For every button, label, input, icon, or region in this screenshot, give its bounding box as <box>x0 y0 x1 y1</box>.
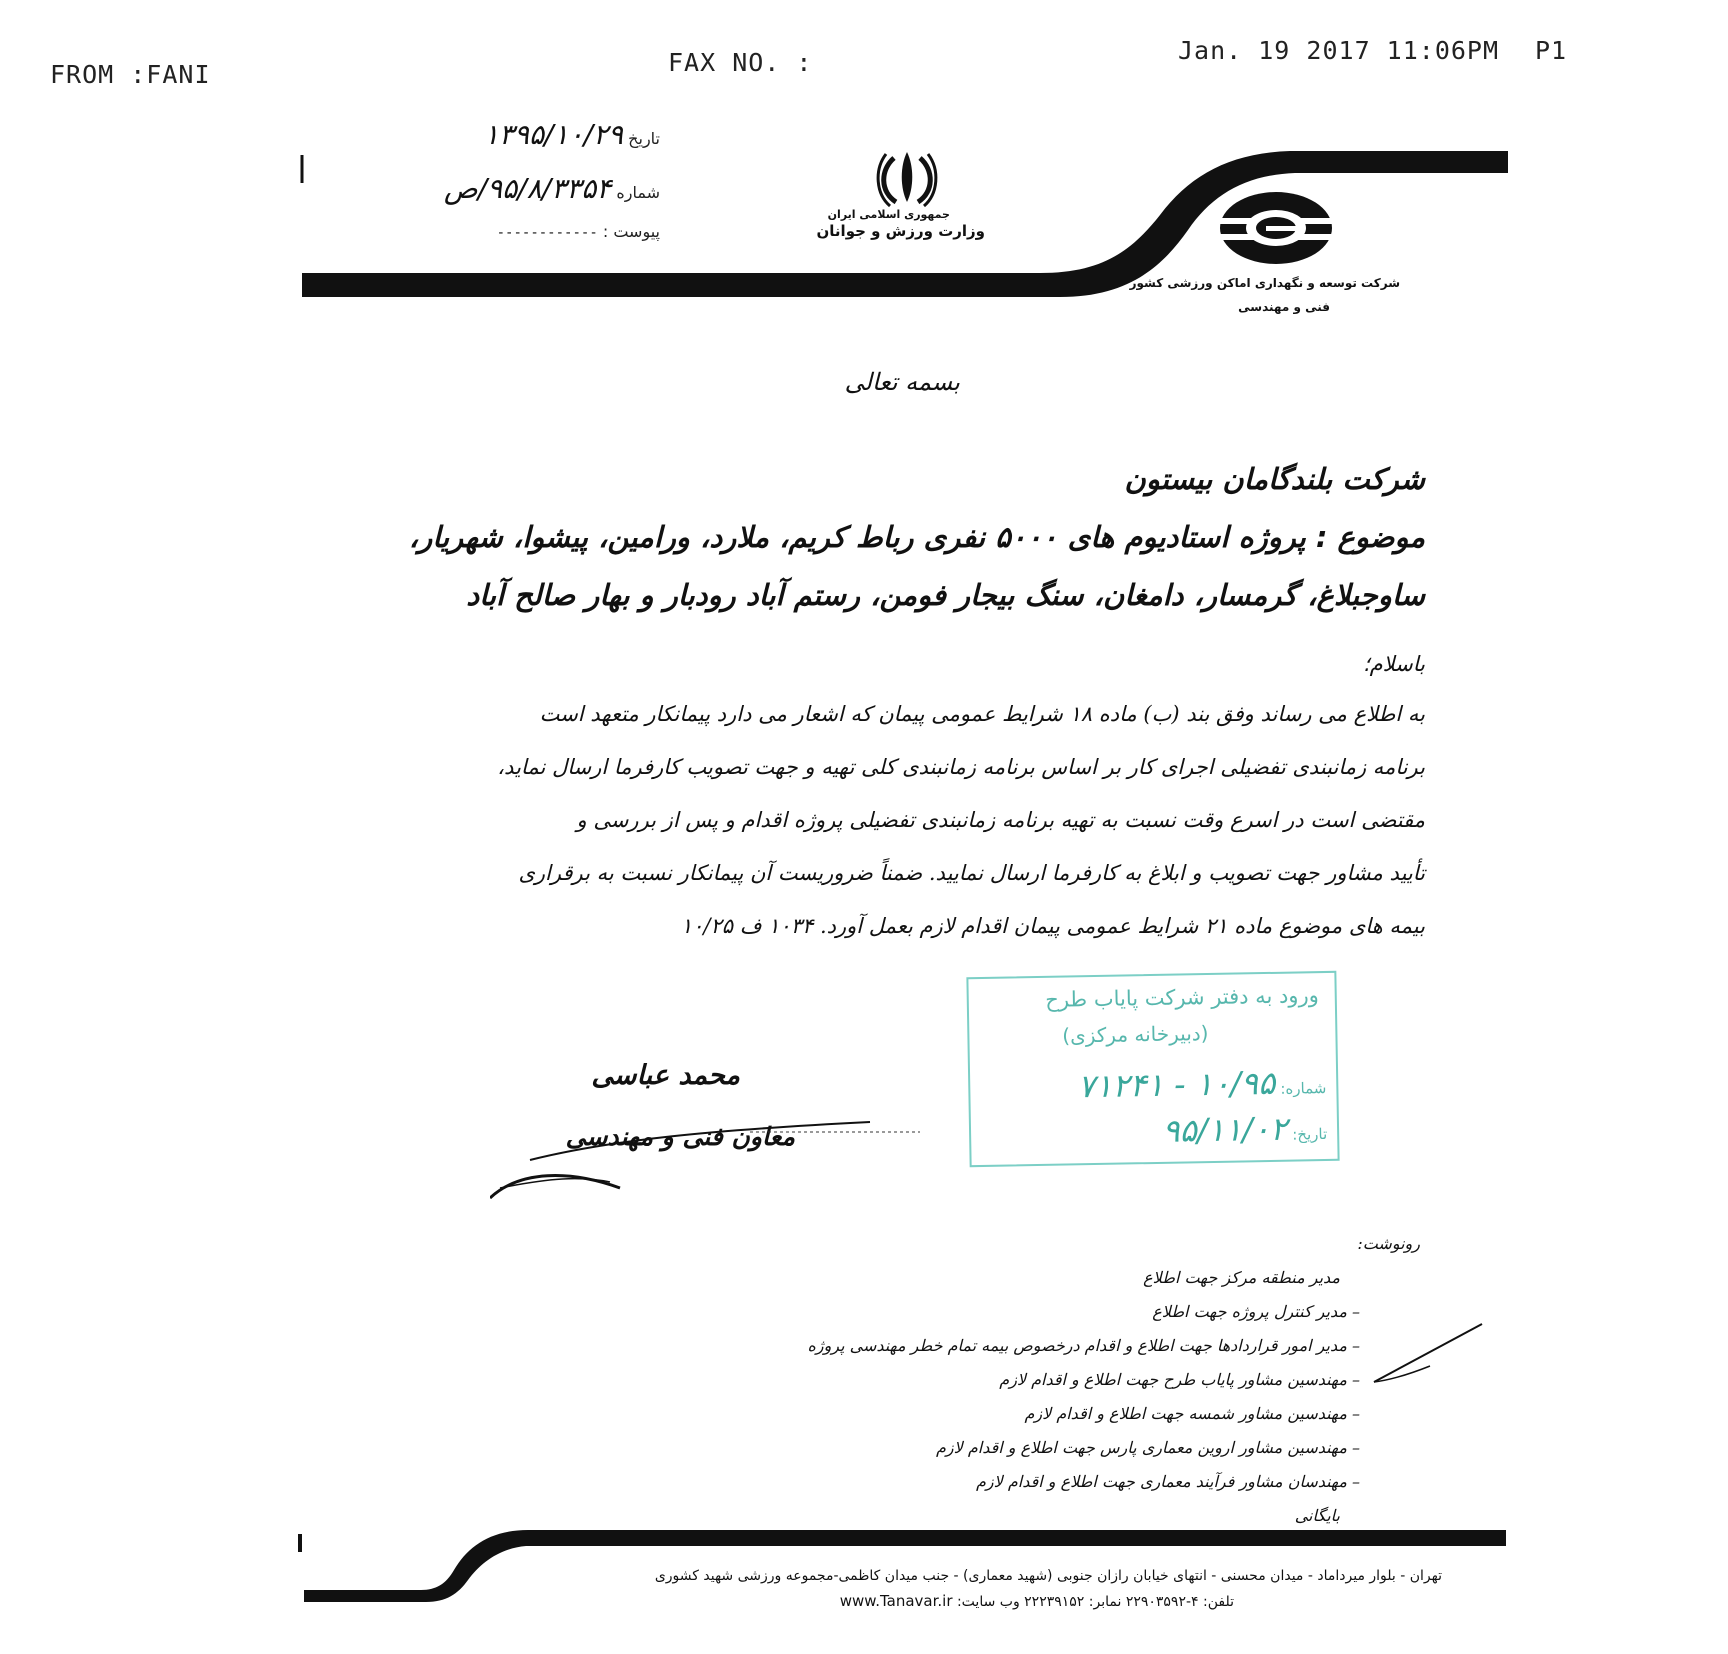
subject-line-2: ساوجبلاغ، گرمسار، دامغان، سنگ بیجار فومن، رستم آباد رودبار و بهار صالح آباد <box>466 578 1425 612</box>
signature-name: محمد عباسی <box>591 1060 740 1091</box>
cc-header: رونوشت: <box>1357 1234 1420 1253</box>
stamp-date-value: ۹۵/۱۱/۰۲ <box>1162 1109 1288 1150</box>
stamp-date-row <box>987 1109 1328 1153</box>
body-line-4: تأیید مشاور جهت تصویب و ابلاغ به کارفرما ارسال نمایید. ضمناً ضروریست آن پیمانکار نسبت به برقراری <box>518 861 1425 885</box>
body-line-5: بیمه های موضوع ماده ۲۱ شرایط عمومی پیمان اقدام لازم بعمل آورد. ۱۰۳۴ ف ۱۰/۲۵ <box>680 914 1425 938</box>
cc-archive: بایگانی <box>1294 1506 1340 1525</box>
cc-item-2: – مدیر کنترل پروژه جهت اطلاع <box>1152 1302 1360 1321</box>
fax-number: FAX NO. : <box>668 48 813 77</box>
ministry-line1: جمهوری اسلامی ایران <box>827 208 950 221</box>
cc-item-6: – مهندسین مشاور اروین معماری پارس جهت اطلاع و اقدام لازم <box>936 1438 1360 1457</box>
footer-phone-line: تلفن: ۴-۲۲۹۰۳۵۹۲ نمابر: ۲۲۲۳۹۱۵۲ وب سایت: <box>956 1594 1234 1610</box>
stamp-line1: ورود به دفتر شرکت پایاب طرح <box>1045 983 1319 1012</box>
number-label: شماره <box>616 183 660 202</box>
cc-item-5: – مهندسین مشاور شمسه جهت اطلاع و اقدام لازم <box>1024 1404 1360 1423</box>
stamp-number-label: شماره: <box>1280 1078 1327 1098</box>
date-value: ۱۳۹۵/۱۰/۲۹ <box>483 118 624 151</box>
date-row <box>370 118 660 151</box>
cc-item-4: – مهندسین مشاور پایاب طرح جهت اطلاع و اقدام لازم <box>999 1370 1360 1389</box>
stamp-line2: (دبیرخانه مرکزی) <box>1062 1021 1209 1048</box>
attachment-value: ------------ <box>496 225 598 241</box>
company-logo-icon <box>1216 188 1336 268</box>
cc-item-3: – مدیر امور قراردادها جهت اطلاع و اقدام درخصوص بیمه تمام خطر مهندسی پروژه <box>807 1336 1360 1355</box>
subject-line-1: موضوع : پروژه استادیوم های ۵۰۰۰ نفری رباط کریم، ملارد، ورامین، پیشوا، شهریار، <box>408 520 1425 554</box>
footer-website[interactable]: www.Tanavar.ir <box>839 1592 953 1610</box>
greeting: باسلام؛ <box>1362 652 1425 676</box>
number-value: ۹۵/۸/۳۳۵۴/ص <box>443 172 612 205</box>
cc-item-1: مدیر منطقه مرکز جهت اطلاع <box>1143 1268 1340 1287</box>
cc-item-7: – مهندسان مشاور فرآیند معماری جهت اطلاع و اقدام لازم <box>976 1472 1360 1491</box>
ministry-line2: وزارت ورزش و جوانان <box>816 222 985 240</box>
number-row <box>370 172 660 205</box>
stamp-number-row <box>986 1063 1327 1107</box>
date-label: تاریخ <box>628 129 660 148</box>
signature-title: معاون فنی و مهندسی <box>565 1122 795 1151</box>
recipient: شرکت بلندگامان بیستون <box>1124 462 1425 496</box>
fax-from: FROM :FANI <box>50 60 211 89</box>
footer-address: تهران - بلوار میرداماد - میدان محسنی - انتهای خیابان رازان جنوبی (شهید معماری) - جنب میدان کاظمی-مجموعه ورزشی شهید کشوری <box>654 1568 1442 1584</box>
signature-scribble <box>490 1100 930 1205</box>
iran-emblem-icon <box>874 148 940 208</box>
receipt-stamp <box>966 971 1339 1167</box>
body-line-3: مقتضی است در اسرع وقت نسبت به تهیه برنامه زمانبندی تفضیلی پروژه اقدام و پس از بررسی و <box>576 808 1425 832</box>
body-line-2: برنامه زمانبندی تفضیلی اجرای کار بر اساس برنامه زمانبندی کلی تهیه و جهت تصویب کارفرما ارسال نماید، <box>497 755 1425 779</box>
cc-check-mark <box>1370 1318 1490 1390</box>
company-line1: شرکت توسعه و نگهداری اماکن ورزشی کشور <box>1129 276 1400 290</box>
attachment-label: پیوست : <box>602 222 660 241</box>
fax-datetime: Jan. 19 2017 11:06PM <box>1178 36 1500 65</box>
company-line2: فنی و مهندسی <box>1238 300 1330 314</box>
stamp-date-label: تاریخ: <box>1292 1124 1328 1144</box>
stamp-number-value: ۱۰/۹۵ - ۷۱۲۴۱ <box>1077 1063 1276 1106</box>
fax-page: P1 <box>1535 36 1568 65</box>
invocation: بسمه تعالی <box>844 368 960 396</box>
attachment-row <box>405 222 660 241</box>
footer-contact <box>600 1592 1234 1610</box>
body-line-1: به اطلاع می رساند وفق بند (ب) ماده ۱۸ شرایط عمومی پیمان که اشعار می دارد پیمانکار متعهد است <box>539 702 1425 726</box>
